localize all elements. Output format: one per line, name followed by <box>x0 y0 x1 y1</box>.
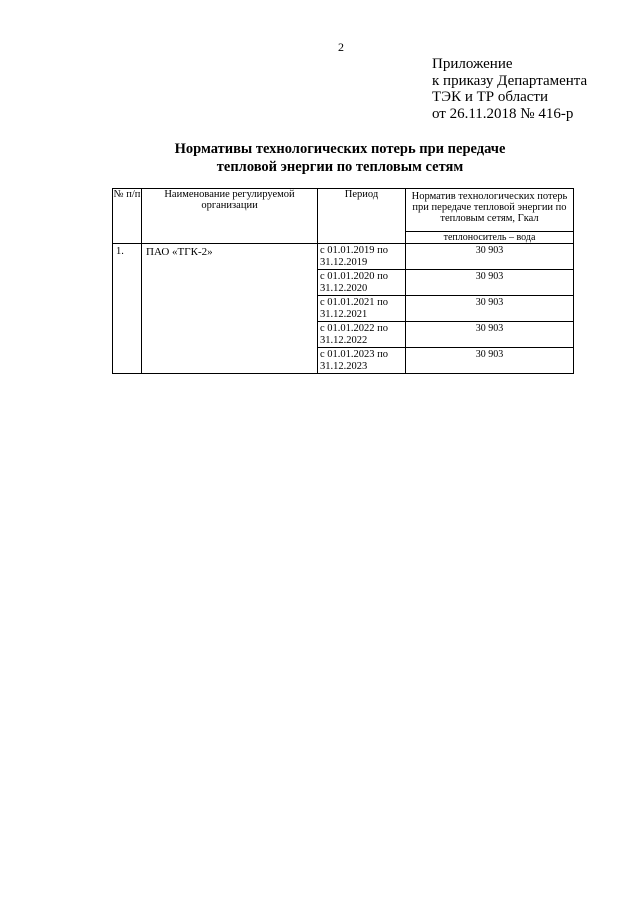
header-num: № п/п <box>113 189 142 244</box>
norm-value: 30 903 <box>406 270 574 296</box>
organization-name: ПАО «ТГК-2» <box>142 244 318 374</box>
appendix-line: ТЭК и ТР области <box>432 89 548 105</box>
period-cell: с 01.01.2019 по 31.12.2019 <box>318 244 406 270</box>
norm-value: 30 903 <box>406 296 574 322</box>
norms-table <box>112 188 574 374</box>
document-title <box>150 140 530 176</box>
title-line: Нормативы технологических потерь при передаче <box>174 141 506 157</box>
appendix-line: к приказу Департамента <box>432 72 588 89</box>
header-norm: Норматив технологических потерь при передаче тепловой энергии по тепловым сетям, Гкал <box>406 189 574 232</box>
norm-value: 30 903 <box>406 244 574 270</box>
norm-value: 30 903 <box>406 322 574 348</box>
norm-value: 30 903 <box>406 348 574 374</box>
period-cell: с 01.01.2022 по 31.12.2022 <box>318 322 406 348</box>
period-cell: с 01.01.2023 по 31.12.2023 <box>318 348 406 374</box>
header-row <box>113 189 574 232</box>
page-number: 2 <box>338 40 344 54</box>
header-norm-sub: теплоноситель – вода <box>406 232 574 244</box>
header-period: Период <box>318 189 406 244</box>
row-number: 1. <box>113 244 142 374</box>
period-cell: с 01.01.2021 по 31.12.2021 <box>318 296 406 322</box>
header-org: Наименование регулируемой организации <box>142 189 318 244</box>
appendix-line: Приложение <box>432 56 513 72</box>
appendix-block <box>432 56 587 122</box>
appendix-date-line: от 26.11.2018 № 416-р <box>432 105 574 122</box>
period-cell: с 01.01.2020 по 31.12.2020 <box>318 270 406 296</box>
title-line: тепловой энергии по тепловым сетям <box>216 159 464 175</box>
table-row <box>113 244 574 270</box>
